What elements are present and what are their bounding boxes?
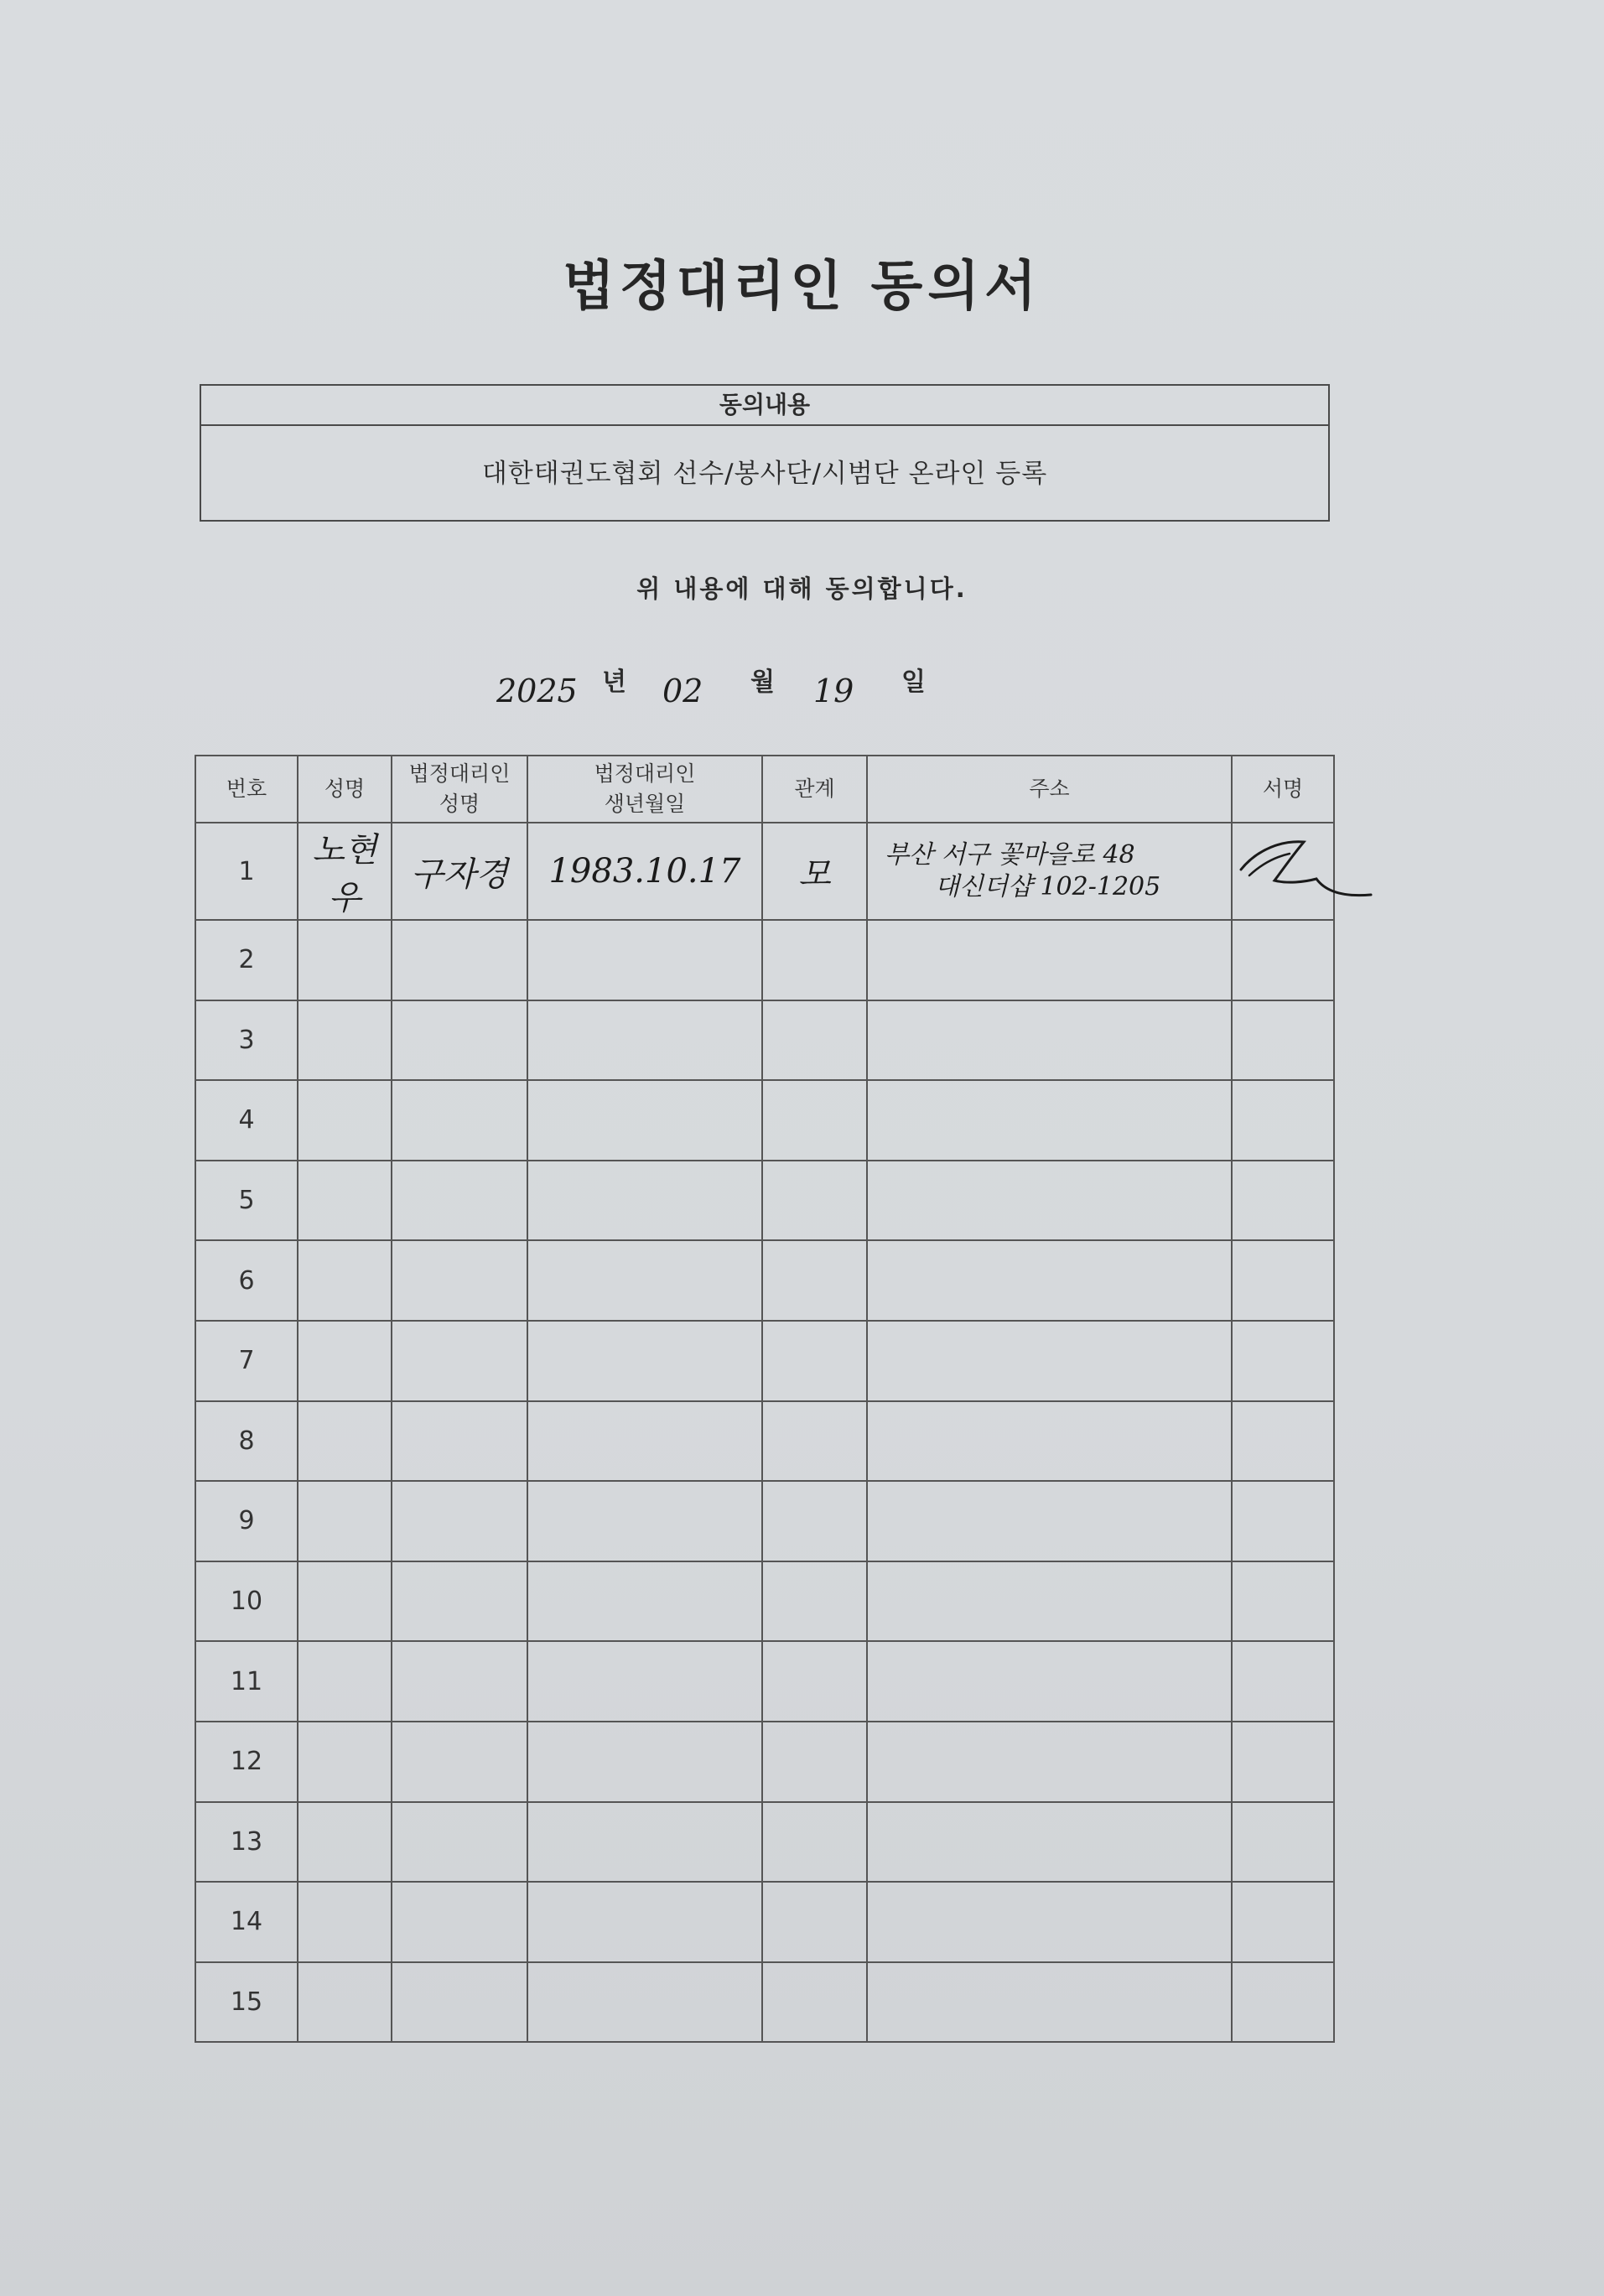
row-number: 4	[195, 1080, 298, 1161]
col-header-guardian-birth-line1: 법정대리인	[594, 761, 696, 786]
row-address	[867, 1722, 1232, 1802]
table-row	[195, 1561, 1334, 1642]
row-name	[298, 1882, 392, 1962]
row-guardian-birth: 1983.10.17	[527, 823, 762, 920]
row-signature	[1232, 1561, 1334, 1642]
guardian-table	[195, 755, 1335, 2043]
row-guardian-birth	[527, 1321, 762, 1401]
col-header-guardian-name-line1: 법정대리인	[408, 761, 511, 786]
row-name: 노현우	[298, 823, 392, 920]
row-address	[867, 1161, 1232, 1241]
row-guardian-birth	[527, 1481, 762, 1561]
row-guardian-birth	[527, 1641, 762, 1722]
table-row	[195, 1481, 1334, 1561]
row-guardian-name	[392, 1561, 527, 1642]
row-address-line2: 대신더샵 102-1205	[935, 872, 1161, 901]
row-number: 2	[195, 920, 298, 1000]
row-name	[298, 1401, 392, 1482]
date-line	[0, 654, 1604, 721]
table-row	[195, 1161, 1334, 1241]
row-name	[298, 1561, 392, 1642]
row-name	[298, 1962, 392, 2043]
row-guardian-name	[392, 1080, 527, 1161]
row-number: 13	[195, 1802, 298, 1883]
row-number: 12	[195, 1722, 298, 1802]
row-address	[867, 920, 1232, 1000]
row-address	[867, 1080, 1232, 1161]
row-guardian-name	[392, 1240, 527, 1321]
row-number: 7	[195, 1321, 298, 1401]
row-guardian-name	[392, 1722, 527, 1802]
row-relation	[762, 1321, 867, 1401]
row-relation	[762, 1802, 867, 1883]
row-address	[867, 823, 1232, 920]
row-relation	[762, 1882, 867, 1962]
row-guardian-birth	[527, 1161, 762, 1241]
row-number: 15	[195, 1962, 298, 2043]
col-header-address: 주소	[867, 756, 1232, 823]
row-signature	[1232, 1882, 1334, 1962]
table-row	[195, 1802, 1334, 1883]
col-header-guardian-name-line2: 성명	[439, 792, 480, 816]
row-guardian-birth	[527, 1401, 762, 1482]
page-title: 법정대리인 동의서	[563, 256, 1041, 318]
row-relation	[762, 1962, 867, 2043]
row-address	[867, 1000, 1232, 1081]
row-name	[298, 1161, 392, 1241]
date-day-unit: 일	[901, 668, 926, 697]
date-year: 2025	[496, 673, 578, 709]
consent-header: 동의내용	[201, 386, 1328, 426]
table-row	[195, 1000, 1334, 1081]
row-signature	[1232, 1722, 1334, 1802]
row-number: 6	[195, 1240, 298, 1321]
row-guardian-birth	[527, 1240, 762, 1321]
col-header-relation: 관계	[762, 756, 867, 823]
row-address	[867, 1962, 1232, 2043]
row-number: 11	[195, 1641, 298, 1722]
row-number: 10	[195, 1561, 298, 1642]
row-guardian-birth	[527, 920, 762, 1000]
table-row	[195, 1321, 1334, 1401]
row-signature	[1232, 1401, 1334, 1482]
row-guardian-name	[392, 1161, 527, 1241]
row-address	[867, 1481, 1232, 1561]
row-signature	[1232, 1000, 1334, 1081]
row-address	[867, 1321, 1232, 1401]
row-address	[867, 1641, 1232, 1722]
row-guardian-name: 구자경	[392, 823, 527, 920]
row-guardian-name	[392, 1000, 527, 1081]
date-month: 02	[662, 673, 703, 709]
row-guardian-birth	[527, 1802, 762, 1883]
table-row	[195, 1240, 1334, 1321]
row-guardian-birth	[527, 1962, 762, 2043]
row-name	[298, 920, 392, 1000]
row-signature	[1232, 1321, 1334, 1401]
row-signature	[1232, 1802, 1334, 1883]
row-signature	[1232, 920, 1334, 1000]
row-guardian-birth	[527, 1882, 762, 1962]
table-row	[195, 1722, 1334, 1802]
col-header-signature: 서명	[1232, 756, 1334, 823]
row-guardian-name	[392, 1481, 527, 1561]
row-relation	[762, 1080, 867, 1161]
row-guardian-name	[392, 1882, 527, 1962]
row-relation	[762, 1481, 867, 1561]
date-month-unit: 월	[750, 668, 775, 697]
row-relation	[762, 1722, 867, 1802]
row-name	[298, 1080, 392, 1161]
row-relation: 모	[762, 823, 867, 920]
row-relation	[762, 1240, 867, 1321]
row-address	[867, 1882, 1232, 1962]
table-header-row	[195, 756, 1334, 823]
consent-box	[200, 384, 1330, 522]
row-signature	[1232, 1641, 1334, 1722]
date-year-unit: 년	[602, 668, 626, 697]
row-number: 8	[195, 1401, 298, 1482]
row-name	[298, 1722, 392, 1802]
col-header-name: 성명	[298, 756, 392, 823]
row-address	[867, 1240, 1232, 1321]
row-guardian-birth	[527, 1561, 762, 1642]
row-name	[298, 1481, 392, 1561]
col-header-guardian-birth-line2: 생년월일	[604, 792, 686, 816]
consent-content: 대한태권도협회 선수/봉사단/시범단 온라인 등록	[481, 459, 1048, 489]
table-row	[195, 1962, 1334, 2043]
row-guardian-name	[392, 1802, 527, 1883]
row-guardian-birth	[527, 1722, 762, 1802]
row-name	[298, 1641, 392, 1722]
handwritten-signature	[1224, 823, 1392, 916]
row-guardian-name	[392, 1962, 527, 2043]
row-number: 3	[195, 1000, 298, 1081]
row-relation	[762, 1000, 867, 1081]
row-relation	[762, 1161, 867, 1241]
row-signature	[1232, 823, 1334, 920]
row-number: 14	[195, 1882, 298, 1962]
row-signature	[1232, 1080, 1334, 1161]
row-relation	[762, 1561, 867, 1642]
table-row	[195, 1641, 1334, 1722]
col-header-guardian-name	[392, 756, 527, 823]
row-guardian-name	[392, 1401, 527, 1482]
table-row	[195, 1080, 1334, 1161]
row-address-line1: 부산 서구 꽃마을로 48	[885, 840, 1135, 870]
agreement-statement: 위 내용에 대해 동의합니다.	[636, 574, 968, 603]
row-signature	[1232, 1240, 1334, 1321]
row-address	[867, 1802, 1232, 1883]
row-guardian-name	[392, 1321, 527, 1401]
table-row	[195, 1401, 1334, 1482]
row-name	[298, 1000, 392, 1081]
row-name	[298, 1321, 392, 1401]
row-signature	[1232, 1962, 1334, 2043]
date-day: 19	[813, 673, 854, 709]
row-signature	[1232, 1481, 1334, 1561]
table-row	[195, 1882, 1334, 1962]
row-relation	[762, 920, 867, 1000]
row-address	[867, 1561, 1232, 1642]
row-relation	[762, 1401, 867, 1482]
table-row	[195, 823, 1334, 920]
row-guardian-birth	[527, 1000, 762, 1081]
row-number: 9	[195, 1481, 298, 1561]
row-guardian-birth	[527, 1080, 762, 1161]
row-guardian-name	[392, 1641, 527, 1722]
table-row	[195, 920, 1334, 1000]
col-header-no: 번호	[195, 756, 298, 823]
col-header-guardian-birth	[527, 756, 762, 823]
row-number: 1	[195, 823, 298, 920]
row-signature	[1232, 1161, 1334, 1241]
row-name	[298, 1240, 392, 1321]
row-name	[298, 1802, 392, 1883]
row-address	[867, 1401, 1232, 1482]
row-guardian-name	[392, 920, 527, 1000]
row-number: 5	[195, 1161, 298, 1241]
row-relation	[762, 1641, 867, 1722]
